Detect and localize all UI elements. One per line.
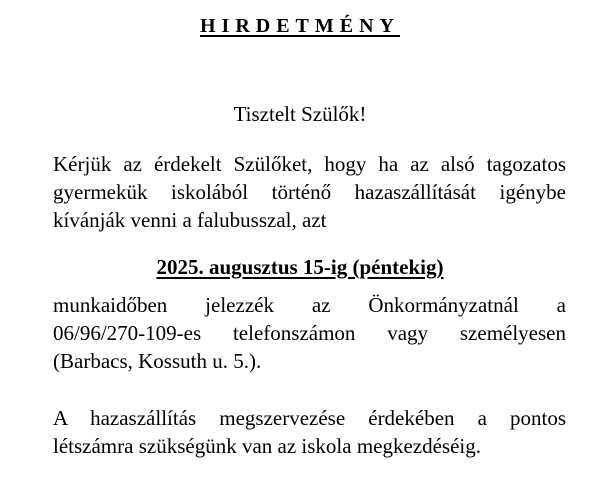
paragraph-line: gyermekük iskolából történő hazaszállítását igénybe [53,180,566,204]
paragraph-reason [53,404,566,460]
paragraph-line: létszámra szükségünk van az iskola megkezdéséig. [53,434,482,458]
paragraph-line: (Barbacs, Kossuth u. 5.). [53,349,262,373]
paragraph-line: kívánják venni a falubusszal, azt [53,208,327,232]
greeting: Tisztelt Szülők! [233,102,367,126]
paragraph-line: munkaidőben jelezzék az Önkormányzatnál a [53,293,566,317]
notice-title: HIRDETMÉNY [199,15,400,37]
paragraph-line: A hazaszállítás megszervezése érdekében a pontos [53,406,566,430]
paragraph-line: Kérjük az érdekelt Szülőket, hogy ha az alsó tagozatos [53,152,566,176]
paragraph-contact [53,291,566,375]
deadline-date: 2025. augusztus 15-ig (péntekig) [156,255,444,279]
paragraph-request [53,150,566,234]
paragraph-line: 06/96/270-109-es telefonszámon vagy személyesen [53,321,566,345]
